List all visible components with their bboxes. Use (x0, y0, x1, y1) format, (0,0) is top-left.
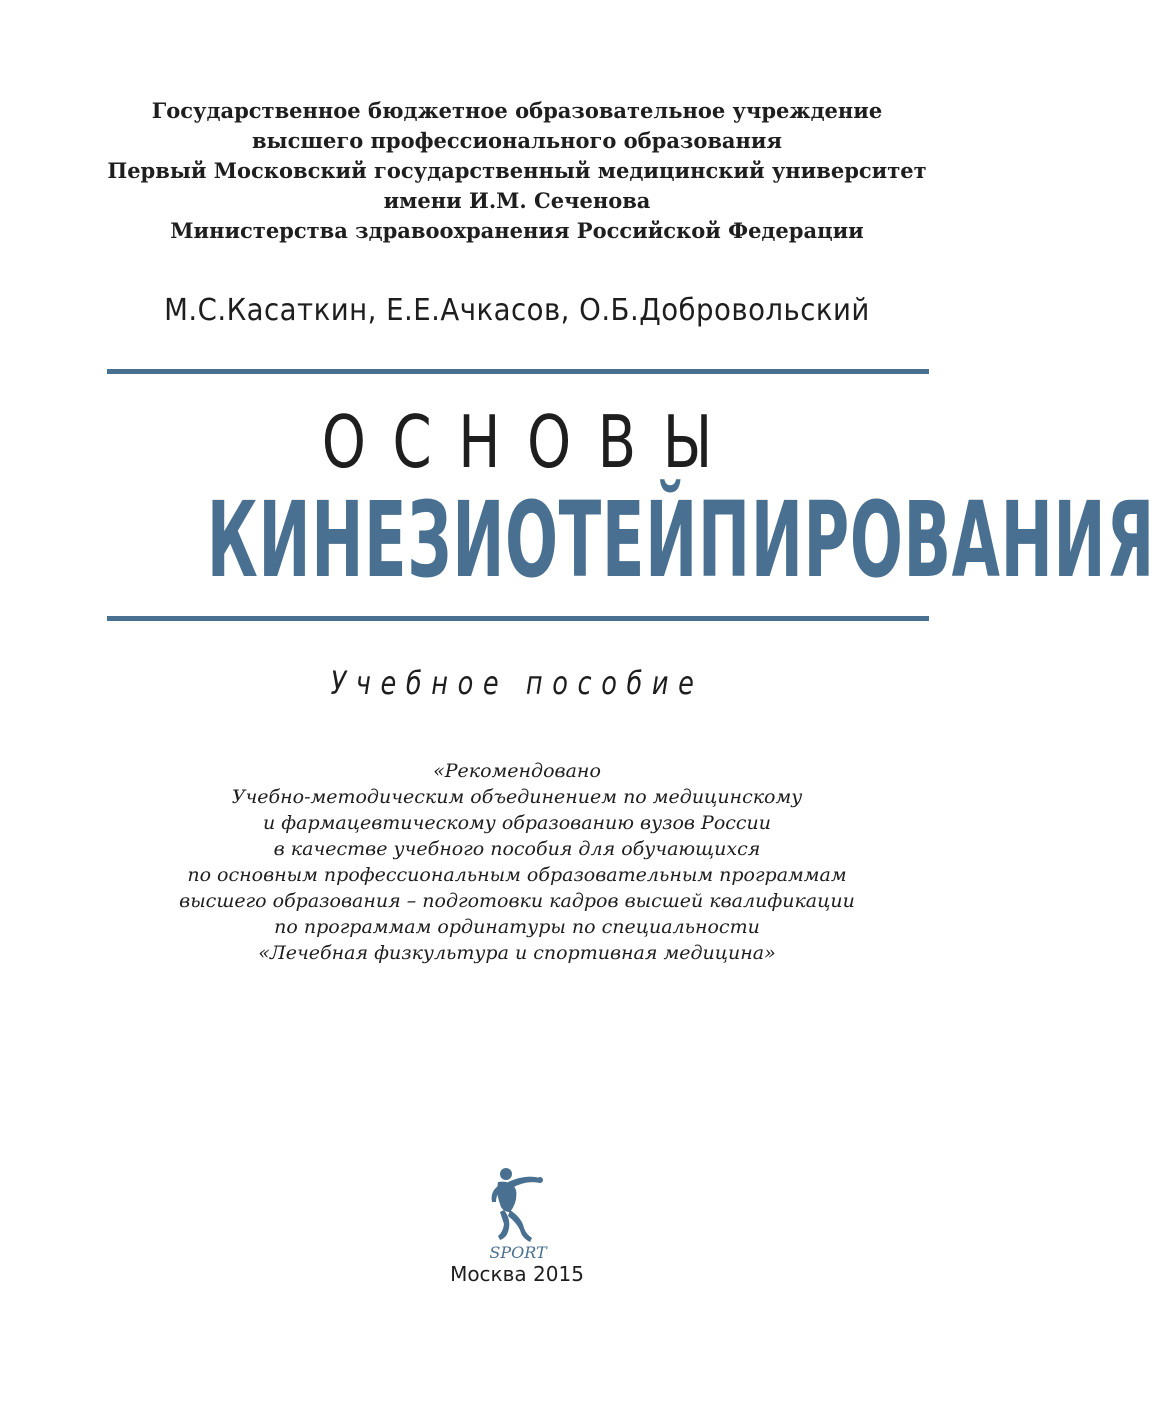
recommendation-line: и фармацевтическому образованию вузов России (262, 812, 772, 834)
recommendation-line: высшего образования – подготовки кадров высшей квалификации (179, 890, 855, 912)
institution-line: высшего профессионального образования (251, 128, 783, 153)
publisher-logo (478, 1166, 558, 1266)
bottom-divider (107, 616, 929, 621)
city-year: Москва 2015 (450, 1262, 584, 1286)
logo-text: SPORT (489, 1243, 547, 1262)
institution-line: имени И.М. Сеченова (383, 188, 651, 213)
institution-block (0, 96, 1034, 246)
recommendation-line: в качестве учебного пособия для обучающихся (273, 838, 761, 860)
recommendation-line: по программам ординатуры по специальности (274, 916, 760, 938)
title-line-1: ОСНОВЫ (321, 400, 739, 484)
recommendation-line: по основным профессиональным образовательным программам (187, 864, 847, 886)
institution-line: Министерства здравоохранения Российской Федерации (170, 218, 864, 243)
subtitle: Учебное пособие (330, 664, 704, 702)
title-line-2: КИНЕЗИОТЕЙПИРОВАНИЯ (206, 479, 1155, 601)
authors: М.С.Касаткин, Е.Е.Ачкасов, О.Б.Добровольский (164, 293, 870, 328)
top-divider (107, 369, 929, 374)
recommendation-block (0, 758, 1034, 966)
recommendation-line: «Рекомендовано (433, 760, 601, 782)
discus-thrower-icon (478, 1166, 558, 1266)
recommendation-line: «Лечебная физкультура и спортивная медицина» (258, 942, 776, 964)
institution-line: Первый Московский государственный медицинский университет (107, 158, 927, 183)
institution-line: Государственное бюджетное образовательное учреждение (151, 98, 883, 123)
recommendation-line: Учебно-методическим объединением по медицинскому (231, 786, 803, 808)
